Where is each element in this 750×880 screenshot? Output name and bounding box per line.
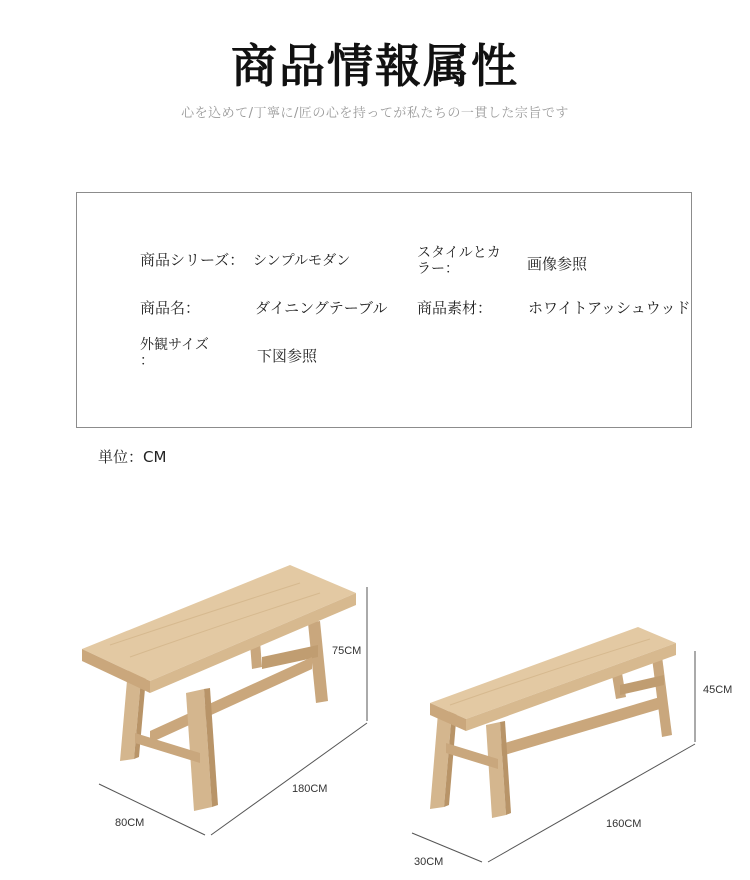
style-label-line1: スタイルとカ	[417, 245, 501, 261]
spec-box	[76, 192, 692, 428]
bench-length-label: 160CM	[606, 818, 642, 830]
table-length-label: 180CM	[292, 783, 328, 795]
size-label-line1: 外観サイズ	[140, 337, 209, 353]
name-label: 商品名：	[140, 299, 201, 317]
page-subtitle: 心を込めて/丁寧に/匠の心を持ってが私たちの一貫した宗旨です	[181, 106, 569, 121]
style-value: 画像参照	[527, 255, 588, 273]
bench-height-label: 45CM	[703, 684, 733, 696]
size-label-line2: ：	[140, 353, 154, 369]
bench-back-right-leg	[652, 656, 672, 737]
series-value: シンプルモダン	[253, 253, 351, 269]
name-value: ダイニングテーブル	[255, 299, 388, 317]
material-value: ホワイトアッシュウッド	[528, 299, 691, 317]
style-label-line2: ラー：	[417, 261, 459, 277]
page-title: 商品情報属性	[231, 39, 519, 93]
size-value: 下図参照	[257, 347, 318, 365]
size-label	[140, 337, 209, 369]
bench-drawing	[412, 627, 695, 862]
material-label: 商品素材：	[417, 299, 493, 317]
style-label	[417, 245, 501, 277]
series-label: 商品シリーズ：	[140, 251, 245, 269]
product-illustration	[0, 545, 750, 880]
table-depth-label: 80CM	[115, 817, 145, 829]
bench-depth-label: 30CM	[414, 856, 444, 868]
table-height-label: 75CM	[332, 645, 362, 657]
unit-label: 単位：CM	[98, 448, 167, 466]
